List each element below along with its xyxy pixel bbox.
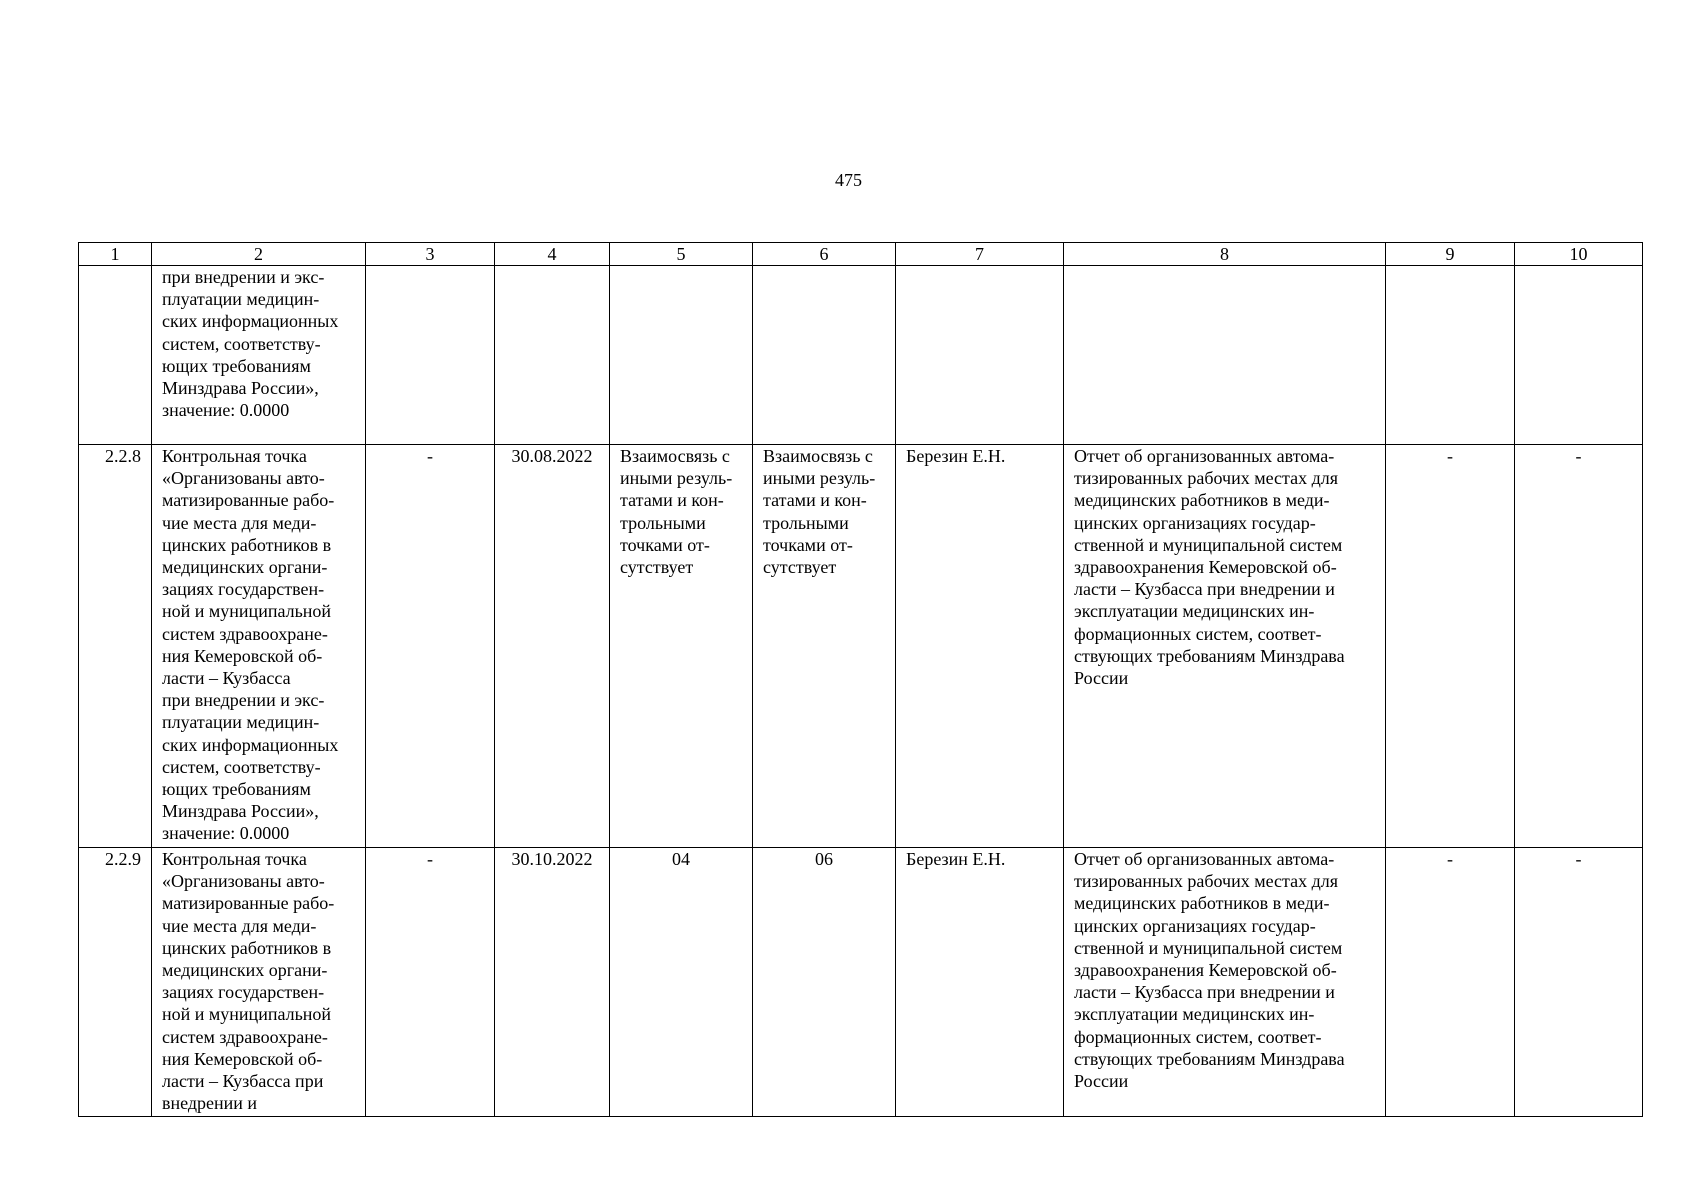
column-header: 8	[1064, 243, 1386, 266]
column-header: 7	[896, 243, 1064, 266]
row-number: 2.2.9	[79, 848, 152, 1117]
cell-col3: -	[366, 445, 495, 848]
table-header-row	[79, 243, 1643, 266]
row-number: 2.2.8	[79, 445, 152, 848]
deadline-date	[495, 266, 610, 445]
cell-col3: -	[366, 848, 495, 1117]
report-description	[1064, 266, 1386, 445]
checkpoint-name: Контрольная точка «Организованы авто- матизированные рабо- чие места для меди- цинских работников в медицинских органи- зациях государствен- ной и муниципальной систем здравоохране- ния Кемеровской об- ласти – Кузбасса при внедрении и	[152, 848, 366, 1117]
report-description: Отчет об организованных автома- тизированных рабочих местах для медицинских работников в меди- цинских организациях государ- ственной и муниципальной систем здравоохранения Кемеровской об- ласти – Кузбасса при внедрении и эксплуатации медицинских ин- формационных систем, соответ- ствующих требованиям Минздрава России	[1064, 848, 1386, 1117]
cell-col10	[1515, 266, 1643, 445]
column-header: 9	[1386, 243, 1515, 266]
column-header: 3	[366, 243, 495, 266]
row-number	[79, 266, 152, 445]
predecessor-link: Взаимосвязь с иными резуль- татами и кон- трольными точками от- сутствует	[610, 445, 753, 848]
column-header: 2	[152, 243, 366, 266]
cell-col9: -	[1386, 848, 1515, 1117]
cell-col9	[1386, 266, 1515, 445]
deadline-date: 30.08.2022	[495, 445, 610, 848]
page-number: 475	[835, 170, 862, 190]
cell-col3	[366, 266, 495, 445]
cell-col10: -	[1515, 848, 1643, 1117]
cell-col9: -	[1386, 445, 1515, 848]
report-description: Отчет об организованных автома- тизированных рабочих местах для медицинских работников в меди- цинских организациях государ- ственной и муниципальной систем здравоохранения Кемеровской об- ласти – Кузбасса при внедрении и эксплуатации медицинских ин- формационных систем, соответ- ствующих требованиям Минздрава России	[1064, 445, 1386, 848]
predecessor-link: 04	[610, 848, 753, 1117]
cell-col10: -	[1515, 445, 1643, 848]
table-row	[79, 445, 1643, 848]
responsible-person: Березин Е.Н.	[896, 445, 1064, 848]
column-header: 10	[1515, 243, 1643, 266]
column-header: 1	[79, 243, 152, 266]
responsible-person: Березин Е.Н.	[896, 848, 1064, 1117]
table-row	[79, 266, 1643, 445]
checkpoint-name: Контрольная точка «Организованы авто- матизированные рабо- чие места для меди- цинских работников в медицинских органи- зациях государствен- ной и муниципальной систем здравоохране- ния Кемеровской об- ласти – Кузбасса при внедрении и экс- плуатации медицин- ских информационных систем, соответству- ющих требованиям Минздрава России», значение: 0.0000	[152, 445, 366, 848]
column-header: 6	[753, 243, 896, 266]
deadline-date: 30.10.2022	[495, 848, 610, 1117]
checkpoint-name: при внедрении и экс- плуатации медицин- ских информационных систем, соответству- ющих требованиям Минздрава России», значение: 0.0000	[152, 266, 366, 445]
document-table	[78, 242, 1643, 1117]
column-header: 4	[495, 243, 610, 266]
successor-link: 06	[753, 848, 896, 1117]
successor-link: Взаимосвязь с иными резуль- татами и кон- трольными точками от- сутствует	[753, 445, 896, 848]
responsible-person	[896, 266, 1064, 445]
predecessor-link	[610, 266, 753, 445]
successor-link	[753, 266, 896, 445]
table-row	[79, 848, 1643, 1117]
column-header: 5	[610, 243, 753, 266]
